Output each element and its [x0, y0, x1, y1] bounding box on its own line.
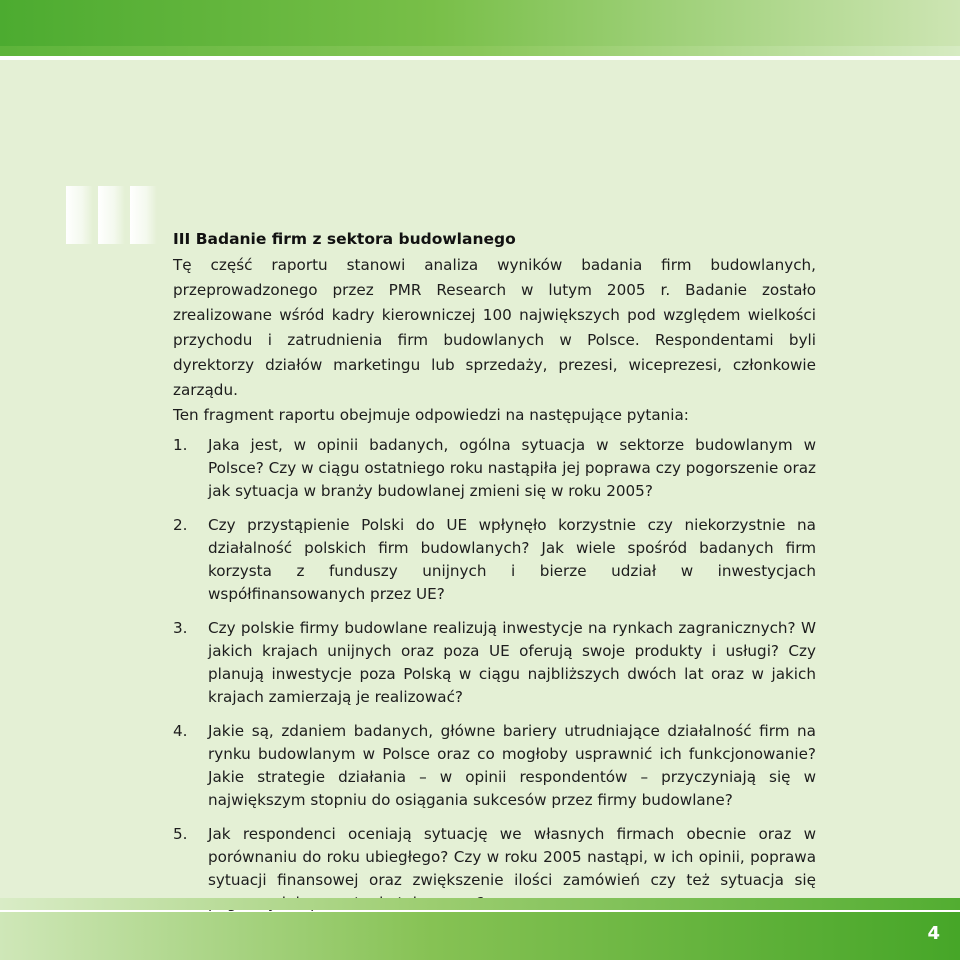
question-item — [173, 514, 816, 606]
question-item — [173, 434, 816, 503]
questions-lead: Ten fragment raportu obejmuje odpowiedzi na następujące pytania: — [173, 406, 689, 424]
bottom-green-stripe — [0, 898, 960, 910]
intro-paragraph: Tę część raportu stanowi analiza wyników badania firm budowlanych, przeprowadzonego przez PMR Research w lutym 2005 r. Badanie zostało zrealizowane wśród kadry kierowniczej 100 największych pod względem wielkości przychodu i zatrudnienia firm budowlanych w Polsce. Respondentami byli dyrektorzy działów marketingu lub sprzedaży, prezesi, wiceprezesi, członkowie zarządu. — [173, 256, 816, 399]
question-number: 3. — [173, 619, 188, 637]
question-text: Jakie są, zdaniem badanych, główne bariery utrudniające działalność firm na rynku budowlanym w Polsce oraz co mogłoby usprawnić ich funkcjonowanie? Jakie strategie działania – w opinii respondentów – przyczyniają się w największym stopniu do osiągania sukcesów przez firmy budowlane? — [208, 722, 816, 809]
page-number: 4 — [927, 923, 940, 944]
section-content — [173, 228, 816, 926]
questions-list — [173, 434, 816, 915]
numeral-bar — [66, 186, 93, 244]
question-number: 4. — [173, 722, 188, 740]
question-number: 1. — [173, 436, 188, 454]
numeral-bar — [98, 186, 125, 244]
question-number: 2. — [173, 516, 188, 534]
question-text: Czy polskie firmy budowlane realizują inwestycje na rynkach zagranicznych? W jakich krajach unijnych oraz poza UE oferują swoje produkty i usługi? Czy planują inwestycje poza Polską w ciągu najbliższych dwóch lat oraz w jakich krajach zamierzają je realizować? — [208, 619, 816, 706]
numeral-bar — [130, 186, 157, 244]
question-text: Czy przystąpienie Polski do UE wpłynęło korzystnie czy niekorzystnie na działalność polskich firm budowlanych? Jak wiele spośród badanych firm korzysta z funduszy unijnych i bierze udział w inwestycjach współfinansowanych przez UE? — [208, 516, 816, 603]
section-heading: III Badanie firm z sektora budowlanego — [173, 230, 516, 248]
question-item — [173, 617, 816, 709]
bottom-green-bar — [0, 912, 960, 960]
question-number: 5. — [173, 825, 188, 843]
question-text: Jaka jest, w opinii badanych, ogólna sytuacja w sektorze budowlanym w Polsce? Czy w ciągu ostatniego roku nastąpiła jej poprawa czy pogorszenie oraz jak sytuacja w branży budowlanej zmieni się w roku 2005? — [208, 436, 816, 500]
question-item — [173, 720, 816, 812]
top-green-stripe — [0, 46, 960, 56]
top-green-bar — [0, 0, 960, 46]
question-text: Jak respondenci oceniają sytuację we własnych firmach obecnie oraz w porównaniu do roku ubiegłego? Czy w roku 2005 nastąpi, w ich opinii, poprawa sytuacji finansowej oraz zwiększenie ilości zamówień czy też sytuacja się — [208, 825, 816, 889]
